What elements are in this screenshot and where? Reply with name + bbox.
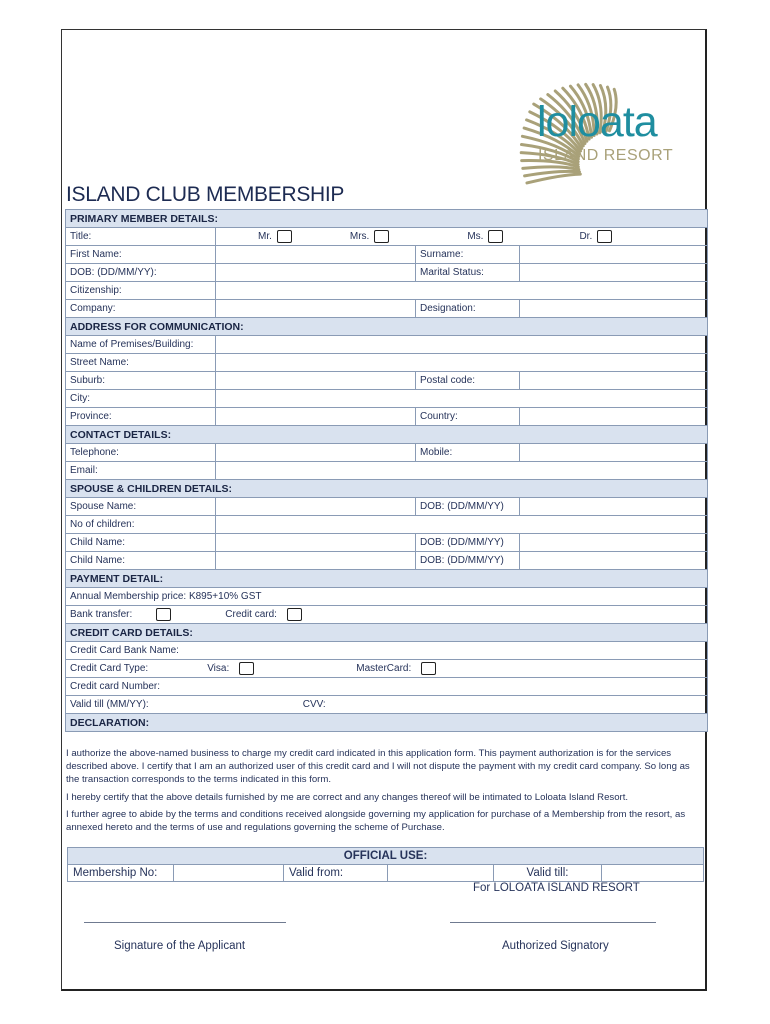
declaration-paragraph: I further agree to abide by the terms and conditions received alongside governing my application for purchase of a Membership from the resort, as annexed hereto and the terms of use and regulations governing the scheme of Purchase. xyxy=(66,808,686,834)
city-field[interactable] xyxy=(216,390,708,408)
city-row xyxy=(66,390,708,408)
section-declaration xyxy=(66,714,708,732)
first-name-field[interactable] xyxy=(216,246,416,264)
premises-field[interactable] xyxy=(216,336,708,354)
dob-label: DOB: (DD/MM/YY): xyxy=(66,264,216,282)
bank-transfer-label: Bank transfer: xyxy=(70,609,133,620)
surname-field[interactable] xyxy=(520,246,708,264)
name-row xyxy=(66,246,708,264)
citizenship-row xyxy=(66,282,708,300)
card-validity-row xyxy=(66,696,708,714)
street-field[interactable] xyxy=(216,354,708,372)
section-family xyxy=(66,480,708,498)
applicant-signature-line[interactable] xyxy=(84,922,286,923)
cvv-label: CVV: xyxy=(302,699,326,710)
card-type-label: Credit Card Type: xyxy=(70,663,149,674)
section-heading: PAYMENT DETAIL: xyxy=(66,570,708,588)
dr-checkbox[interactable] xyxy=(597,230,612,243)
child-dob-field[interactable] xyxy=(520,534,708,552)
premises-row xyxy=(66,336,708,354)
child-dob-label: DOB: (DD/MM/YY) xyxy=(416,552,520,570)
card-number-row xyxy=(66,678,708,696)
telephone-field[interactable] xyxy=(216,444,416,462)
section-address xyxy=(66,318,708,336)
citizenship-label: Citizenship: xyxy=(66,282,216,300)
province-row xyxy=(66,408,708,426)
section-heading: DECLARATION: xyxy=(66,714,708,732)
form-title: ISLAND CLUB MEMBERSHIP xyxy=(66,183,345,206)
official-use-heading: OFFICIAL USE: xyxy=(68,848,704,865)
children-count-row xyxy=(66,516,708,534)
marital-status-field[interactable] xyxy=(520,264,708,282)
title-row xyxy=(66,228,708,246)
section-heading: PRIMARY MEMBER DETAILS: xyxy=(66,210,708,228)
spouse-dob-label: DOB: (DD/MM/YY) xyxy=(416,498,520,516)
membership-form-table xyxy=(65,209,708,732)
valid-from-label: Valid from: xyxy=(284,865,388,882)
children-count-label: No of children: xyxy=(66,516,216,534)
credit-card-checkbox[interactable] xyxy=(287,608,302,621)
card-valid-till-label: Valid till (MM/YY): xyxy=(70,699,149,710)
child-dob-field[interactable] xyxy=(520,552,708,570)
card-type-row xyxy=(66,660,708,678)
brand-name: loloata xyxy=(537,98,657,146)
spouse-name-label: Spouse Name: xyxy=(66,498,216,516)
child-row xyxy=(66,552,708,570)
mr-label: Mr. xyxy=(258,231,272,242)
official-use-table xyxy=(67,847,704,882)
first-name-label: First Name: xyxy=(66,246,216,264)
children-count-field[interactable] xyxy=(216,516,708,534)
email-field[interactable] xyxy=(216,462,708,480)
valid-from-field[interactable] xyxy=(388,865,494,882)
child-name-field[interactable] xyxy=(216,552,416,570)
section-heading: CREDIT CARD DETAILS: xyxy=(66,624,708,642)
company-label: Company: xyxy=(66,300,216,318)
province-label: Province: xyxy=(66,408,216,426)
mrs-checkbox[interactable] xyxy=(374,230,389,243)
street-label: Street Name: xyxy=(66,354,216,372)
country-label: Country: xyxy=(416,408,520,426)
postal-code-label: Postal code: xyxy=(416,372,520,390)
designation-label: Designation: xyxy=(416,300,520,318)
dob-row xyxy=(66,264,708,282)
section-credit-card xyxy=(66,624,708,642)
card-number-label: Credit card Number: xyxy=(66,678,708,696)
mobile-field[interactable] xyxy=(520,444,708,462)
payment-method-row xyxy=(66,606,708,624)
surname-label: Surname: xyxy=(416,246,520,264)
company-field[interactable] xyxy=(216,300,416,318)
country-field[interactable] xyxy=(520,408,708,426)
title-label: Title: xyxy=(66,228,216,246)
section-primary-member xyxy=(66,210,708,228)
ms-checkbox[interactable] xyxy=(488,230,503,243)
declaration-paragraph: I hereby certify that the above details furnished by me are correct and any changes thereof will be intimated to Loloata Island Resort. xyxy=(66,791,629,803)
visa-label: Visa: xyxy=(207,663,230,674)
section-contact xyxy=(66,426,708,444)
dr-label: Dr. xyxy=(579,231,593,242)
membership-form-page xyxy=(61,29,707,991)
mastercard-label: MasterCard: xyxy=(356,663,412,674)
brand-subtitle: ISLAND RESORT xyxy=(538,147,674,164)
declaration-text xyxy=(66,747,702,838)
valid-till-field[interactable] xyxy=(602,865,704,882)
membership-no-field[interactable] xyxy=(174,865,284,882)
authorized-signature-line[interactable] xyxy=(450,922,656,923)
visa-checkbox[interactable] xyxy=(239,662,254,675)
citizenship-field[interactable] xyxy=(216,282,708,300)
dob-field[interactable] xyxy=(216,264,416,282)
suburb-field[interactable] xyxy=(216,372,416,390)
street-row xyxy=(66,354,708,372)
frond-stroke xyxy=(523,167,579,170)
premises-label: Name of Premises/Building: xyxy=(66,336,216,354)
membership-price: Annual Membership price: K895+10% GST xyxy=(66,588,708,606)
section-heading: ADDRESS FOR COMMUNICATION: xyxy=(66,318,708,336)
section-heading: CONTACT DETAILS: xyxy=(66,426,708,444)
for-resort-label: For LOLOATA ISLAND RESORT xyxy=(473,882,640,894)
city-label: City: xyxy=(66,390,216,408)
child-name-label: Child Name: xyxy=(66,534,216,552)
authorized-signatory-label: Authorized Signatory xyxy=(502,940,609,952)
marital-status-label: Marital Status: xyxy=(416,264,520,282)
suburb-row xyxy=(66,372,708,390)
applicant-signature-label: Signature of the Applicant xyxy=(114,940,246,952)
child-name-field[interactable] xyxy=(216,534,416,552)
membership-no-label: Membership No: xyxy=(68,865,174,882)
mr-checkbox[interactable] xyxy=(277,230,292,243)
valid-till-label: Valid till: xyxy=(494,865,602,882)
price-row xyxy=(66,588,708,606)
child-row xyxy=(66,534,708,552)
child-dob-label: DOB: (DD/MM/YY) xyxy=(416,534,520,552)
designation-field[interactable] xyxy=(520,300,708,318)
mrs-label: Mrs. xyxy=(349,231,370,242)
spouse-row xyxy=(66,498,708,516)
province-field[interactable] xyxy=(216,408,416,426)
spouse-dob-field[interactable] xyxy=(520,498,708,516)
telephone-row xyxy=(66,444,708,462)
spouse-name-field[interactable] xyxy=(216,498,416,516)
card-bank-row xyxy=(66,642,708,660)
card-bank-name-label: Credit Card Bank Name: xyxy=(66,642,708,660)
telephone-label: Telephone: xyxy=(66,444,216,462)
postal-code-field[interactable] xyxy=(520,372,708,390)
ms-label: Ms. xyxy=(467,231,484,242)
email-row xyxy=(66,462,708,480)
email-label: Email: xyxy=(66,462,216,480)
company-row xyxy=(66,300,708,318)
section-heading: SPOUSE & CHILDREN DETAILS: xyxy=(66,480,708,498)
suburb-label: Suburb: xyxy=(66,372,216,390)
credit-card-label: Credit card: xyxy=(225,609,277,620)
section-payment xyxy=(66,570,708,588)
mobile-label: Mobile: xyxy=(416,444,520,462)
declaration-paragraph: I authorize the above-named business to charge my credit card indicated in this application form. This payment authorization is for the services described above. I certify that I am an authorized user of this credit card and I will not dispute the payment with my credit card company. So long as the transaction corresponds to the terms indicated in this form. xyxy=(66,748,690,786)
mastercard-checkbox[interactable] xyxy=(421,662,436,675)
child-name-label: Child Name: xyxy=(66,552,216,570)
bank-transfer-checkbox[interactable] xyxy=(156,608,171,621)
